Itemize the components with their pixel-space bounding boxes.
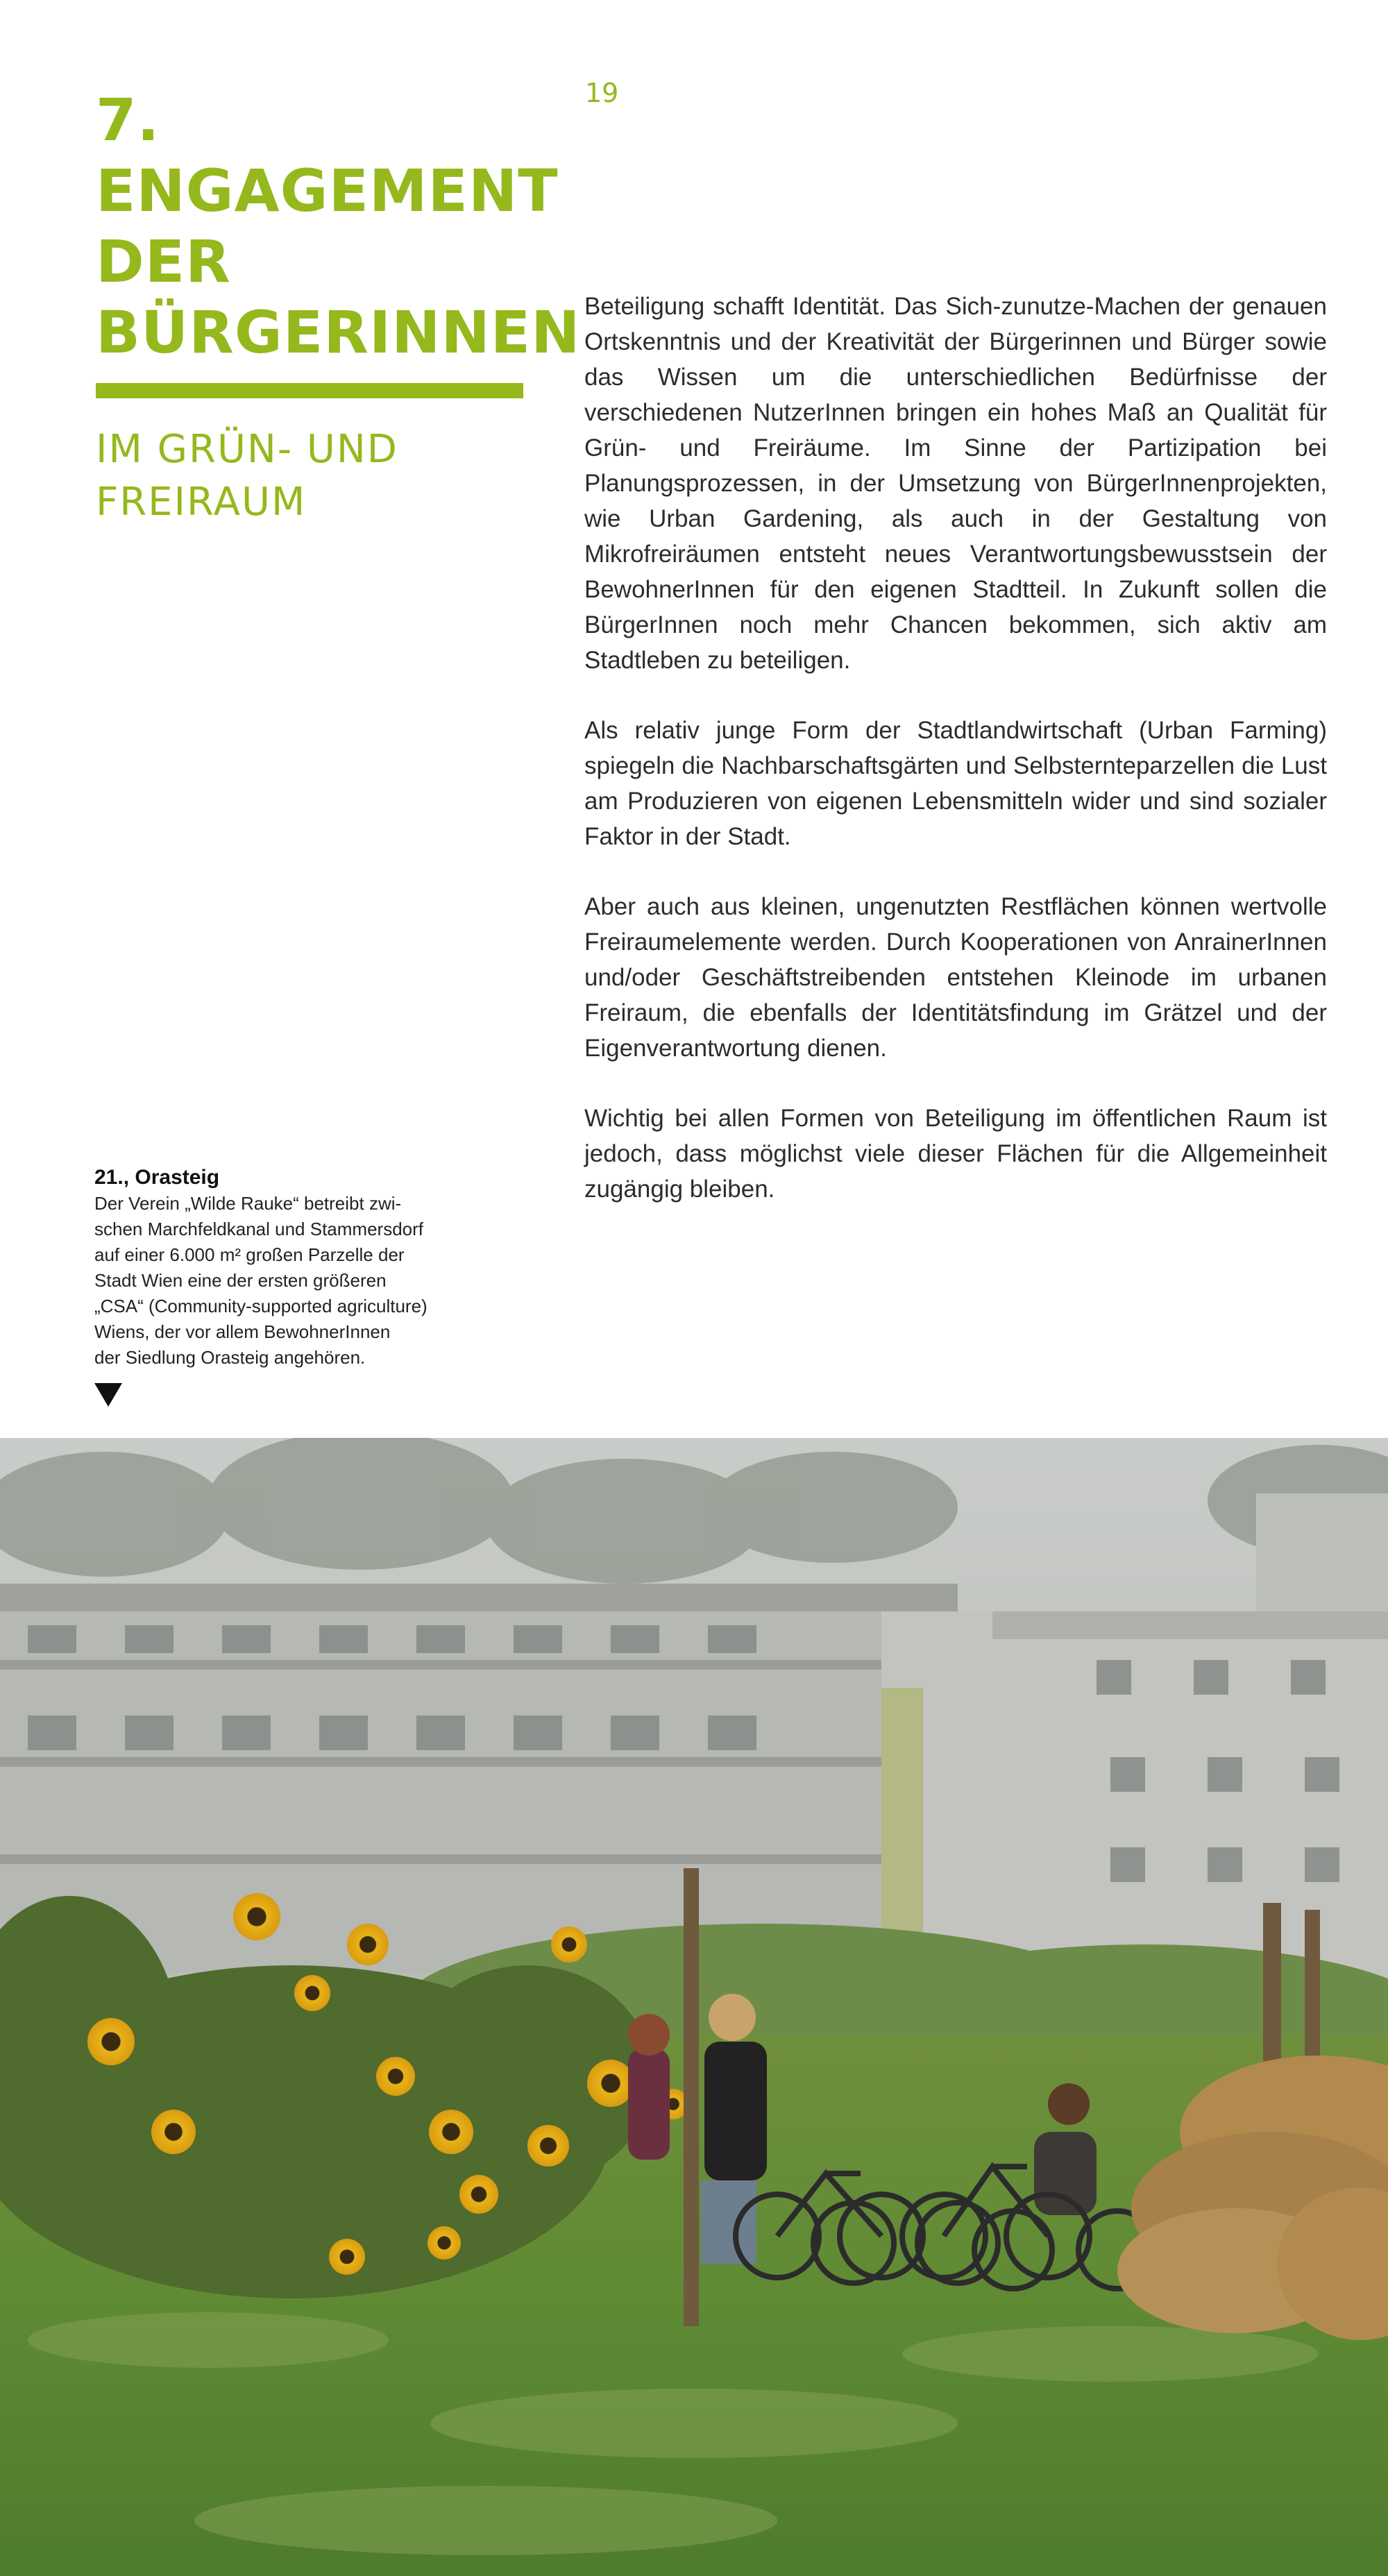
chapter-subtitle: IM GRÜN- UND FREIRAUM bbox=[96, 427, 398, 525]
chapter-heading bbox=[96, 85, 581, 529]
photo-caption bbox=[94, 1164, 455, 1407]
chapter-title: ENGAGEMENT DER BÜRGERINNEN bbox=[96, 157, 581, 366]
body-text bbox=[584, 289, 1327, 1242]
caption-title: 21., Orasteig bbox=[94, 1166, 220, 1189]
heading-rule bbox=[96, 383, 523, 398]
page-number: 19 bbox=[585, 78, 619, 108]
apartment-building-left bbox=[0, 1584, 958, 1972]
paragraph-3: Aber auch aus kleinen, ungenutzten Restflächen können wertvolle Freiraumelemente werden. Durch Kooperationen von AnrainerInnen und/oder Geschäftstreibenden entstehen Kleinode im urbanen Freiraum, die ebenfalls der Identitätsfindung im Grätzel und der Eigenverantwortung dienen. bbox=[584, 893, 1327, 1062]
paragraph-1: Beteiligung schafft Identität. Das Sich-zunutze-Machen der genauen Ortskenntnis und der Kreativität der Bürgerinnen und Bürger sowie das Wissen um die unterschiedlichen Bedürfnisse der verschiedenen NutzerInnen bringen ein hohes Maß an Qualität für Grün- und Freiräume. Im Sinne der Partizipation bei Planungsprozessen, in der Umsetzung von BürgerInnenprojekten, wie Urban Gardening, als auch in der Gestaltung von Mikrofreiräumen entsteht neues Verantwortungsbewusstsein der BewohnerInnen für den eigenen Stadtteil. In Zukunft sollen die BürgerInnen noch mehr Chancen bekommen, sich aktiv am Stadtleben zu beteiligen. bbox=[584, 293, 1327, 674]
paragraph-4: Wichtig bei allen Formen von Beteiligung im öffentlichen Raum ist jedoch, dass möglichst viele dieser Flächen für die Allgemeinheit zugängig bleiben. bbox=[584, 1105, 1327, 1203]
caption-text: Der Verein „Wilde Rauke“ betreibt zwi- schen Marchfeldkanal und Stammersdorf auf einer 6.000 m² großen Parzelle der Stadt Wien eine der ersten größeren „CSA“ (Community-supported agriculture) Wiens, der vor allem BewohnerInnen der Siedlung Orasteig angehören. bbox=[94, 1193, 428, 1368]
caption-arrow-icon bbox=[94, 1383, 122, 1407]
garden-photo bbox=[0, 1438, 1388, 2576]
chapter-number: 7. bbox=[96, 86, 160, 154]
paragraph-2: Als relativ junge Form der Stadtlandwirtschaft (Urban Farming) spiegeln die Nachbarschaftsgärten und Selbsternteparzellen die Lust am Produzieren von eigenen Lebensmitteln wider und sind sozialer Faktor in der Stadt. bbox=[584, 717, 1327, 850]
